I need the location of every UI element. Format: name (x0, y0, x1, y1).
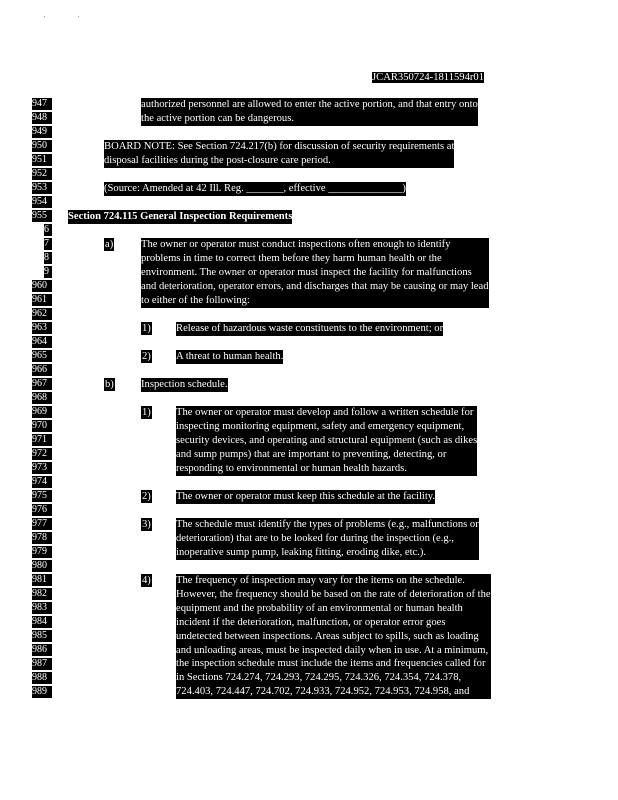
line-number: 968 (32, 392, 52, 404)
line-number: 6 (44, 224, 52, 236)
b-item-3-text: The schedule must identify the types of problems (e.g., malfunctions or deterioration) that are to be looked for during the inspection (e.g., inoperative sump pump, leaking fitting, eroding dike, etc.). (176, 519, 479, 558)
document-id-header: JCAR350724-1811594r01 (372, 72, 485, 83)
b-item-1-text: The owner or operator must develop and follow a written schedule for inspecting monitoring equipment, safety and emergency equipment, security devices, and operating and structural equipment (such as dikes and sump pumps) that are important to preventing, detecting, or responding to environmental or human health hazards. (176, 407, 478, 474)
line-number: 986 (32, 644, 52, 656)
line-number: 973 (32, 462, 52, 474)
line-number: 962 (32, 308, 52, 320)
line-number: 970 (32, 420, 52, 432)
line-number: 7 (44, 238, 52, 250)
subsection-a-marker: a) (105, 239, 114, 250)
paragraph-continuation: authorized personnel are allowed to enter the active portion, and that entry onto the active portion can be dangerous. (141, 99, 478, 124)
line-number: 964 (32, 336, 52, 348)
a-item-2-marker: 2) (142, 351, 151, 362)
line-number: 955 (32, 210, 52, 222)
line-number: 963 (32, 322, 52, 334)
b-item-2-marker: 2) (142, 491, 151, 502)
line-number: 951 (32, 154, 52, 166)
line-number: 967 (32, 378, 52, 390)
line-number: 978 (32, 532, 52, 544)
b-item-4-text: The frequency of inspection may vary for the items on the schedule. However, the frequency should be based on the rate of deterioration of the equipment and the probability of an environmental or human health incident if the deterioration, malfunction, or operator error goes undetected between inspections. Areas subject to spills, such as loading and unloading areas, must be inspected daily when in use. At a minimum, the inspection schedule must include the items and frequencies called for in Sections 724.274, 724.293, 724.295, 724.326, 724.354, 724.378, 724.403, 724.447, 724.702, 724.933, 724.952, 724.953, 724.958, and (176, 575, 491, 698)
line-number: 981 (32, 574, 52, 586)
b-item-3-marker: 3) (142, 519, 151, 530)
a-item-2-text: A threat to human health. (176, 351, 284, 362)
line-number: 977 (32, 518, 52, 530)
line-number: 988 (32, 672, 52, 684)
line-number: 953 (32, 182, 52, 194)
line-number: 987 (32, 658, 52, 670)
b-item-4-marker: 4) (142, 575, 151, 586)
line-number: 972 (32, 448, 52, 460)
scan-speck: ' (78, 16, 80, 22)
line-number: 950 (32, 140, 52, 152)
line-number: 949 (32, 126, 52, 138)
line-number: 985 (32, 630, 52, 642)
line-number: 983 (32, 602, 52, 614)
subsection-a-text: The owner or operator must conduct inspections often enough to identify problems in time to correct them before they harm human health or the environment. The owner or operator must inspect the facility for malfunctions and deterioration, operator errors, and discharges that may be causing or may lead to either of the following: (141, 239, 489, 306)
line-number: 8 (44, 252, 52, 264)
line-number: 974 (32, 476, 52, 488)
board-note: BOARD NOTE: See Section 724.217(b) for discussion of security requirements at disposal facilities during the post-closure care period. (104, 141, 455, 166)
line-number: 980 (32, 560, 52, 572)
line-number: 952 (32, 168, 52, 180)
subsection-b-marker: b) (105, 379, 114, 390)
b-item-1-marker: 1) (142, 407, 151, 418)
b-item-2-text: The owner or operator must keep this schedule at the facility. (176, 491, 436, 502)
source-note: (Source: Amended at 42 Ill. Reg. _______, effective ______________) (104, 183, 406, 194)
line-number: 965 (32, 350, 52, 362)
line-number: 976 (32, 504, 52, 516)
line-number: 947 (32, 98, 52, 110)
line-number: 948 (32, 112, 52, 124)
line-number: 975 (32, 490, 52, 502)
subsection-b-text: Inspection schedule. (141, 379, 228, 390)
line-number: 960 (32, 280, 52, 292)
a-item-1-text: Release of hazardous waste constituents to the environment; or (176, 323, 444, 334)
line-number: 954 (32, 196, 52, 208)
section-heading: Section 724.115 General Inspection Requirements (68, 211, 293, 222)
scan-speck: ' (44, 16, 46, 22)
line-number: 989 (32, 686, 52, 698)
line-number: 971 (32, 434, 52, 446)
line-number: 984 (32, 616, 52, 628)
line-number: 979 (32, 546, 52, 558)
a-item-1-marker: 1) (142, 323, 151, 334)
line-number: 969 (32, 406, 52, 418)
line-number: 961 (32, 294, 52, 306)
line-number: 9 (44, 266, 52, 278)
line-number: 982 (32, 588, 52, 600)
line-number: 966 (32, 364, 52, 376)
